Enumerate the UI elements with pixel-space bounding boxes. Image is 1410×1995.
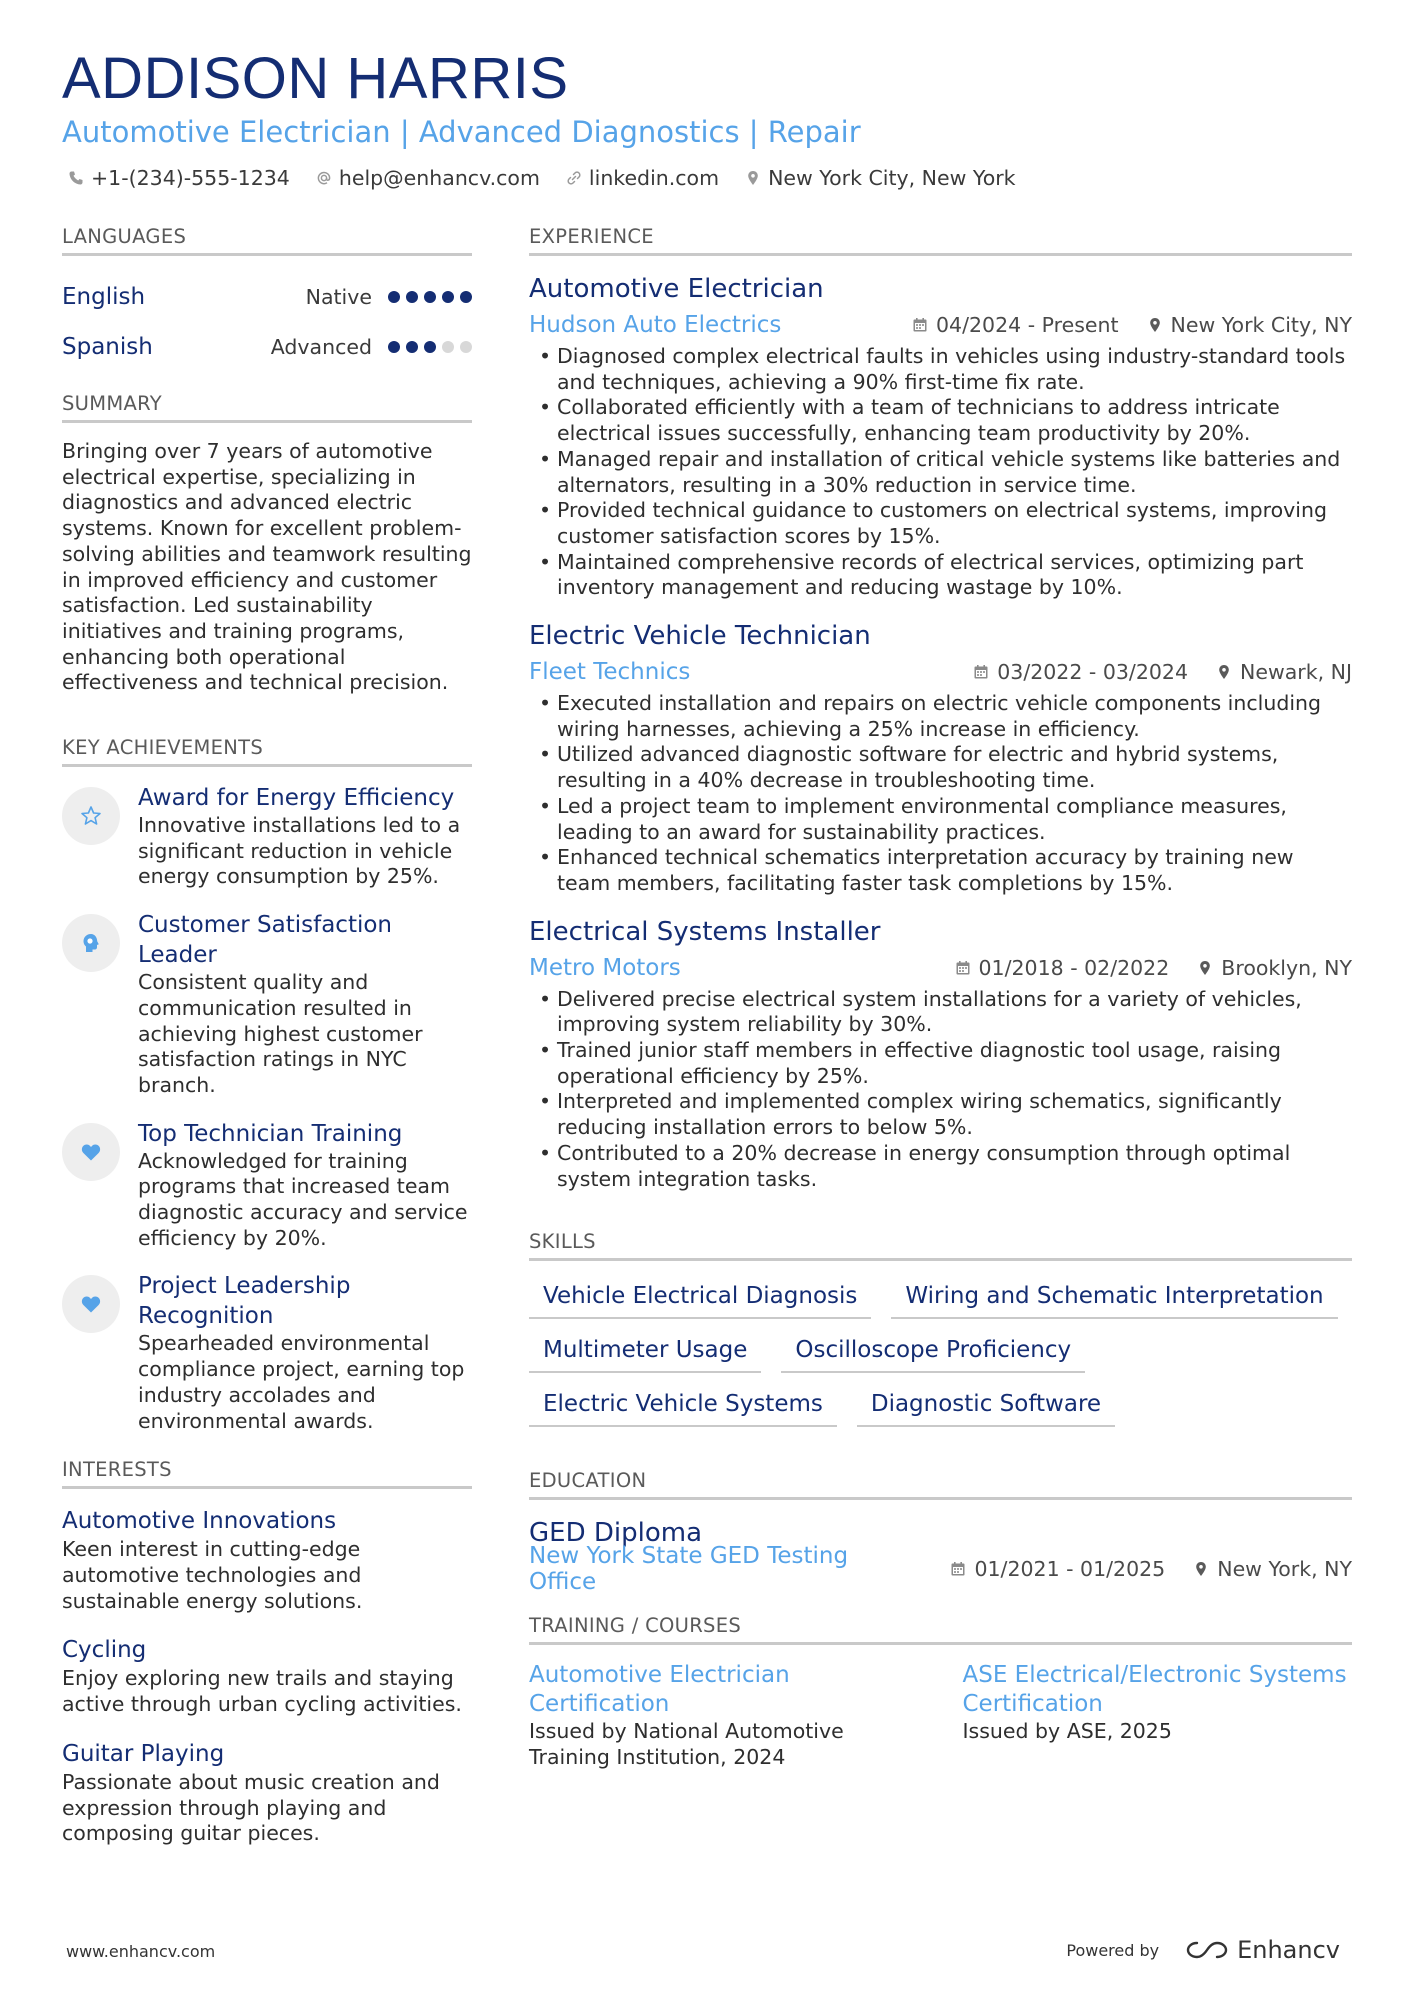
job-bullet: • Collaborated efficiently with a team of technicians to address intricate electrical issues successfully, enhancing team productivity by 20%. <box>529 395 1352 446</box>
enhancv-logo-icon <box>1185 1939 1229 1961</box>
job-bullet: • Led a project team to implement environmental compliance measures, leading to an award for sustainability practices. <box>529 794 1352 845</box>
job-dates <box>973 660 1188 684</box>
footer-branding <box>1066 1936 1340 1964</box>
email-text: help@enhancv.com <box>338 166 540 190</box>
at-icon <box>316 170 332 186</box>
courses-list <box>529 1661 1352 1770</box>
brand-logo[interactable] <box>1185 1936 1340 1964</box>
job-location-text: Brooklyn, NY <box>1221 955 1352 980</box>
calendar-icon <box>955 960 971 976</box>
right-column <box>529 225 1352 1771</box>
map-pin-icon <box>1193 1561 1209 1577</box>
job-location-text: New York City, NY <box>1170 313 1352 337</box>
achievement-icon-wrap <box>62 1123 120 1181</box>
rating-dot-filled <box>424 341 436 353</box>
left-column <box>62 225 472 1867</box>
heart-icon <box>79 1140 103 1164</box>
language-name: Spanish <box>62 334 153 360</box>
course-desc: Issued by ASE, 2025 <box>962 1719 1172 1744</box>
training-heading: TRAINING / COURSES <box>529 1614 1352 1645</box>
language-rating <box>388 291 472 303</box>
summary-text: Bringing over 7 years of automotive electrical expertise, specializing in diagnostics and advanced electric systems. Known for excellent problem-solving abilities and teamwork resulting in improved efficiency and customer satisfaction. Led sustainability initiatives and training programs, enhancing both operational effectiveness and technical precision. <box>62 439 472 695</box>
education-meta <box>529 1543 1352 1596</box>
skill-tag: Electric Vehicle Systems <box>529 1385 837 1427</box>
contact-email[interactable] <box>316 166 540 190</box>
course-desc: Issued by National Automotive Training Institution, 2024 <box>529 1719 844 1769</box>
achievements-section <box>62 736 472 1434</box>
interests-section <box>62 1458 472 1847</box>
education-dates-text: 01/2021 - 01/2025 <box>974 1557 1166 1582</box>
job-location-text: Newark, NJ <box>1240 660 1352 685</box>
map-pin-icon <box>745 170 761 186</box>
calendar-icon <box>912 317 928 333</box>
achievement-icon-wrap <box>62 1275 120 1333</box>
course-title: ASE Electrical/Electronic Systems Certification <box>962 1662 1347 1718</box>
language-row <box>62 272 472 322</box>
rating-dot-empty <box>442 341 454 353</box>
achievement-desc: Acknowledged for training programs that increased team diagnostic accuracy and service efficiency by 20%. <box>138 1148 468 1250</box>
education-degree: GED Diploma <box>529 1518 702 1549</box>
achievement-title: Project Leadership Recognition <box>138 1273 351 1330</box>
job-company: Metro Motors <box>529 954 681 981</box>
job-dates-text: 04/2024 - Present <box>936 313 1119 337</box>
interest-item <box>62 1738 472 1847</box>
rating-dot-filled <box>388 291 400 303</box>
education-school: New York State GED Testing Office <box>529 1543 849 1596</box>
job-title: Automotive Electrician <box>529 274 824 304</box>
achievement-title: Award for Energy Efficiency <box>138 785 455 812</box>
summary-section <box>62 392 472 696</box>
job-entry <box>529 619 1352 897</box>
skill-tag: Wiring and Schematic Interpretation <box>891 1277 1337 1319</box>
head-icon <box>79 931 103 955</box>
skills-heading: SKILLS <box>529 1230 1352 1261</box>
job-location <box>1147 313 1352 337</box>
skill-tag: Oscilloscope Proficiency <box>781 1331 1085 1373</box>
interest-item <box>62 1505 472 1614</box>
interest-title: Cycling <box>62 1637 147 1664</box>
job-bullet: • Provided technical guidance to customers on electrical systems, improving customer satisfaction scores by 15%. <box>529 498 1352 549</box>
contact-bar <box>68 166 1016 190</box>
job-location <box>1216 660 1352 684</box>
contact-phone[interactable] <box>68 166 290 190</box>
skill-tag: Multimeter Usage <box>529 1331 761 1373</box>
interests-heading: INTERESTS <box>62 1458 472 1489</box>
link-icon <box>566 170 582 186</box>
languages-section <box>62 225 472 372</box>
job-bullet: • Enhanced technical schematics interpretation accuracy by training new team members, facilitating faster task completions by 15%. <box>529 845 1352 896</box>
rating-dot-filled <box>442 291 454 303</box>
job-title: Electric Vehicle Technician <box>529 621 871 652</box>
job-company: Fleet Technics <box>529 659 691 686</box>
job-meta <box>529 949 1352 987</box>
interest-title: Guitar Playing <box>62 1740 225 1767</box>
brand-name: Enhancv <box>1237 1936 1340 1964</box>
course-item <box>963 1661 1353 1770</box>
powered-by-text: Powered by <box>1066 1940 1160 1960</box>
education-location-text: New York, NY <box>1217 1557 1352 1582</box>
candidate-name: ADDISON HARRIS <box>62 46 569 111</box>
achievement-title: Customer Satisfaction Leader <box>138 912 393 969</box>
job-entry <box>529 915 1352 1193</box>
job-bullet: • Delivered precise electrical system installations for a variety of vehicles, improving system reliability by 30%. <box>529 987 1352 1038</box>
job-dates-text: 01/2018 - 02/2022 <box>978 955 1170 980</box>
job-company: Hudson Auto Electrics <box>529 312 782 338</box>
education-heading: EDUCATION <box>529 1469 1352 1500</box>
job-dates-text: 03/2022 - 03/2024 <box>997 660 1188 685</box>
candidate-title: Automotive Electrician | Advanced Diagnostics | Repair <box>62 115 861 149</box>
skills-list <box>529 1277 1352 1427</box>
achievement-title: Top Technician Training <box>138 1120 403 1147</box>
achievement-desc: Consistent quality and communication resulted in achieving highest customer satisfaction ratings in NYC branch. <box>138 970 423 1097</box>
achievements-heading: KEY ACHIEVEMENTS <box>62 736 472 767</box>
job-bullet: • Interpreted and implemented complex wiring schematics, significantly reducing installation errors to below 5%. <box>529 1089 1352 1140</box>
job-bullets <box>529 691 1352 897</box>
calendar-icon <box>973 664 989 680</box>
location-text: New York City, New York <box>768 166 1016 190</box>
job-entry <box>529 272 1352 601</box>
rating-dot-filled <box>406 341 418 353</box>
languages-heading: LANGUAGES <box>62 225 472 256</box>
phone-icon <box>68 170 84 186</box>
language-row <box>62 322 472 372</box>
job-bullet: • Trained junior staff members in effective diagnostic tool usage, raising operational efficiency by 25%. <box>529 1038 1352 1089</box>
achievement-item <box>62 783 472 890</box>
interest-desc: Keen interest in cutting-edge automotive technologies and sustainable energy solutions. <box>62 1537 363 1613</box>
job-bullet: • Utilized advanced diagnostic software for electric and hybrid systems, resulting in a 40% decrease in troubleshooting time. <box>529 742 1352 793</box>
job-location <box>1197 956 1352 980</box>
achievement-item <box>62 1271 472 1434</box>
job-dates <box>912 313 1119 337</box>
job-bullets <box>529 987 1352 1193</box>
linkedin-text: linkedin.com <box>588 166 720 190</box>
phone-text: +1-(234)-555-1234 <box>91 166 290 190</box>
job-bullet: • Executed installation and repairs on electric vehicle components including wiring harnesses, achieving a 25% increase in efficiency. <box>529 691 1352 742</box>
achievement-item <box>62 910 472 1099</box>
education-location <box>1193 1557 1352 1581</box>
achievement-desc: Spearheaded environmental compliance project, earning top industry accolades and environmental awards. <box>138 1331 465 1433</box>
course-title: Automotive Electrician Certification <box>529 1662 790 1718</box>
heart-icon <box>79 1292 103 1316</box>
map-pin-icon <box>1147 317 1163 333</box>
job-meta <box>529 653 1352 691</box>
job-bullet: • Contributed to a 20% decrease in energy consumption through optimal system integration tasks. <box>529 1141 1352 1192</box>
language-level: Advanced <box>270 335 372 359</box>
achievement-item <box>62 1119 472 1252</box>
interest-title: Automotive Innovations <box>62 1508 337 1535</box>
footer-website[interactable]: www.enhancv.com <box>66 1942 216 1961</box>
language-rating <box>388 341 472 353</box>
map-pin-icon <box>1216 664 1232 680</box>
contact-location <box>745 166 1015 190</box>
skills-section <box>529 1230 1352 1427</box>
achievement-icon-wrap <box>62 914 120 972</box>
achievement-desc: Innovative installations led to a significant reduction in vehicle energy consumption by 25%. <box>138 813 461 889</box>
interest-desc: Enjoy exploring new trails and staying active through urban cycling activities. <box>62 1666 462 1717</box>
training-section <box>529 1614 1352 1770</box>
achievement-icon-wrap <box>62 787 120 845</box>
job-meta <box>529 306 1352 344</box>
summary-heading: SUMMARY <box>62 392 472 423</box>
map-pin-icon <box>1197 960 1213 976</box>
language-name: English <box>62 284 146 310</box>
rating-dot-filled <box>460 291 472 303</box>
job-bullet: • Diagnosed complex electrical faults in vehicles using industry-standard tools and techniques, achieving a 90% first-time fix rate. <box>529 344 1352 395</box>
calendar-icon <box>950 1561 966 1577</box>
education-section <box>529 1469 1352 1596</box>
contact-linkedin[interactable] <box>566 166 719 190</box>
rating-dot-empty <box>460 341 472 353</box>
experience-section <box>529 225 1352 1192</box>
job-dates <box>955 956 1170 980</box>
education-dates <box>950 1557 1165 1581</box>
skill-tag: Vehicle Electrical Diagnosis <box>529 1277 871 1319</box>
star-icon <box>79 804 103 828</box>
job-bullet: • Maintained comprehensive records of electrical services, optimizing part inventory management and reducing wastage by 10%. <box>529 550 1352 601</box>
job-bullets <box>529 344 1352 601</box>
rating-dot-filled <box>388 341 400 353</box>
interest-desc: Passionate about music creation and expression through playing and composing guitar pieces. <box>62 1769 440 1846</box>
experience-heading: EXPERIENCE <box>529 225 1352 256</box>
language-level: Native <box>305 285 372 309</box>
skill-tag: Diagnostic Software <box>857 1385 1115 1427</box>
rating-dot-filled <box>406 291 418 303</box>
interest-item <box>62 1634 472 1717</box>
job-bullet: • Managed repair and installation of critical vehicle systems like batteries and alternators, resulting in a 30% reduction in service time. <box>529 447 1352 498</box>
course-item <box>529 1661 919 1770</box>
rating-dot-filled <box>424 291 436 303</box>
job-title: Electrical Systems Installer <box>529 916 881 947</box>
